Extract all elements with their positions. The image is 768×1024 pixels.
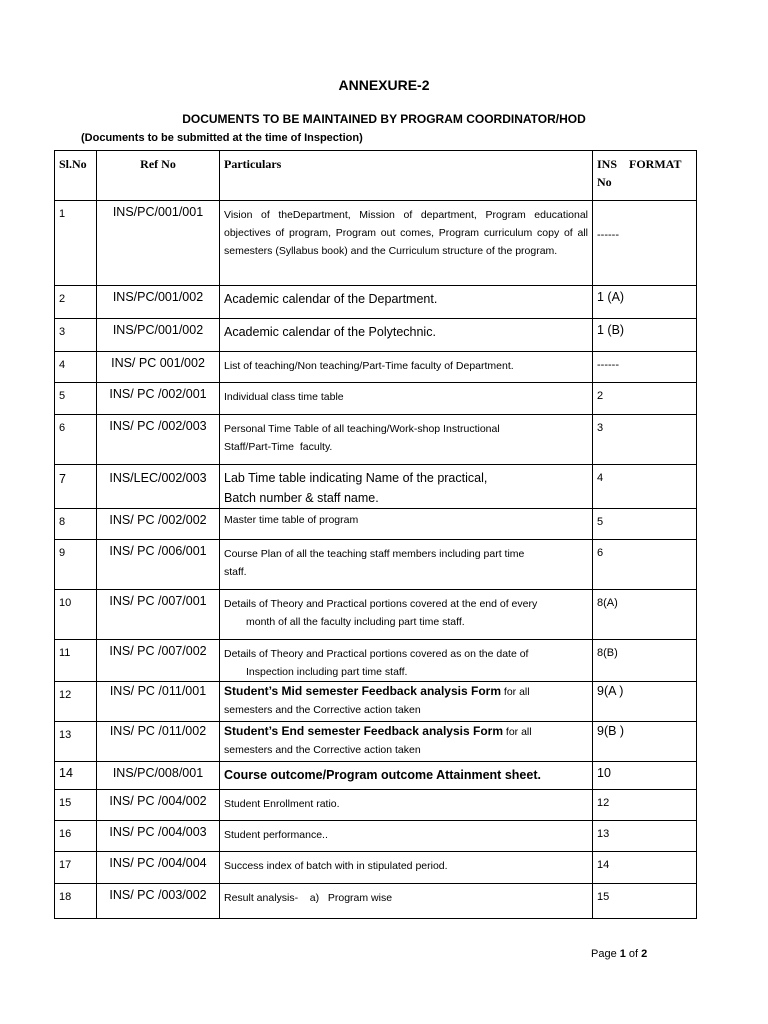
- header-format-line1: INS FORMAT: [597, 157, 682, 171]
- row-format: 9(A ): [593, 682, 697, 722]
- row-particulars-rest: for all: [503, 726, 532, 738]
- table-row: [55, 319, 697, 352]
- table-row: [55, 762, 697, 790]
- row-particulars: Success index of batch with in stipulated period.: [220, 852, 593, 884]
- row-particulars-line1: Course Plan of all the teaching staff members including part time: [224, 548, 525, 560]
- row-ref: INS/ PC /003/002: [97, 884, 220, 919]
- row-ref: INS/ PC /006/001: [97, 540, 220, 590]
- row-format: 9(B ): [593, 722, 697, 762]
- row-sl: 18: [55, 884, 97, 919]
- row-particulars: [220, 590, 593, 640]
- row-particulars-line2: semesters and the Corrective action taken: [224, 744, 421, 756]
- header-format-no: [593, 151, 697, 201]
- row-format: 13: [593, 821, 697, 852]
- table-row: [55, 590, 697, 640]
- row-ref: INS/ PC /004/004: [97, 852, 220, 884]
- table-row: [55, 415, 697, 465]
- row-format: 8(A): [593, 590, 697, 640]
- page-number-prefix: Page: [591, 948, 620, 960]
- row-sl: 9: [55, 540, 97, 590]
- row-particulars: [220, 465, 593, 509]
- header-format-line2: No: [597, 175, 612, 189]
- row-format: 3: [593, 415, 697, 465]
- row-format: 14: [593, 852, 697, 884]
- row-sl: 12: [55, 682, 97, 722]
- row-sl: 1: [55, 201, 97, 286]
- documents-table: [54, 150, 697, 919]
- table-row: [55, 722, 697, 762]
- row-particulars-rest: for all: [500, 686, 530, 698]
- row-particulars-line2: Staff/Part-Time faculty.: [224, 441, 333, 453]
- table-row: [55, 465, 697, 509]
- row-particulars-line1: Lab Time table indicating Name of the practical,: [224, 471, 488, 485]
- row-sl: 5: [55, 383, 97, 415]
- row-particulars: Academic calendar of the Polytechnic.: [220, 319, 593, 352]
- row-particulars: [220, 540, 593, 590]
- table-row: [55, 509, 697, 540]
- table-row: [55, 286, 697, 319]
- row-format: 4: [593, 465, 697, 509]
- row-particulars-line2: month of all the faculty including part time staff.: [246, 616, 465, 628]
- row-particulars: Course outcome/Program outcome Attainment sheet.: [220, 762, 593, 790]
- row-sl: 10: [55, 590, 97, 640]
- row-ref: INS/ PC /002/002: [97, 509, 220, 540]
- page-number: [591, 948, 647, 960]
- row-particulars: [220, 682, 593, 722]
- row-ref: INS/PC/001/002: [97, 319, 220, 352]
- row-particulars-line2: Inspection including part time staff.: [246, 666, 408, 678]
- page-number-of: of: [625, 948, 642, 960]
- table-row: [55, 821, 697, 852]
- row-ref: INS/ PC /011/002: [97, 722, 220, 762]
- inspection-note: (Documents to be submitted at the time of Inspection): [81, 132, 363, 144]
- row-ref: INS/PC/001/001: [97, 201, 220, 286]
- row-particulars-bold: Student’s Mid semester Feedback analysis Form: [224, 684, 501, 698]
- row-format: 1 (B): [593, 319, 697, 352]
- row-particulars: Student performance..: [220, 821, 593, 852]
- row-sl: 17: [55, 852, 97, 884]
- table-row: [55, 201, 697, 286]
- row-particulars-line1: Personal Time Table of all teaching/Work-shop Instructional: [224, 423, 500, 435]
- row-ref: INS/ PC /002/003: [97, 415, 220, 465]
- row-ref: INS/ PC /004/002: [97, 790, 220, 821]
- row-sl: 14: [55, 762, 97, 790]
- row-sl: 11: [55, 640, 97, 682]
- table-row: [55, 682, 697, 722]
- row-sl: 7: [55, 465, 97, 509]
- row-particulars: Individual class time table: [220, 383, 593, 415]
- row-particulars: Result analysis- a) Program wise: [220, 884, 593, 919]
- row-ref: INS/ PC /011/001: [97, 682, 220, 722]
- row-particulars-line2: semesters and the Corrective action taken: [224, 704, 421, 716]
- row-sl: 16: [55, 821, 97, 852]
- table-row: [55, 383, 697, 415]
- row-ref: INS/LEC/002/003: [97, 465, 220, 509]
- row-format: 1 (A): [593, 286, 697, 319]
- row-particulars-line1: Details of Theory and Practical portions covered as on the date of: [224, 648, 529, 660]
- row-ref: INS/ PC /007/001: [97, 590, 220, 640]
- row-sl: 3: [55, 319, 97, 352]
- row-ref: INS/PC/001/002: [97, 286, 220, 319]
- row-particulars: [220, 640, 593, 682]
- row-particulars: Academic calendar of the Department.: [220, 286, 593, 319]
- table-row: [55, 352, 697, 383]
- row-particulars: [220, 415, 593, 465]
- row-particulars: Vision of theDepartment, Mission of department, Program educational objectives of program, Program out comes, Program curriculum copy of all semesters (Syllabus book) and the Curriculum structure of the program.: [220, 201, 593, 286]
- header-ref-no: Ref No: [97, 151, 220, 201]
- row-format: 5: [593, 509, 697, 540]
- page-title: ANNEXURE-2: [338, 77, 430, 93]
- table-header-row: [55, 151, 697, 201]
- row-sl: 8: [55, 509, 97, 540]
- row-sl: 4: [55, 352, 97, 383]
- row-ref: INS/ PC /004/003: [97, 821, 220, 852]
- document-subtitle: DOCUMENTS TO BE MAINTAINED BY PROGRAM COORDINATOR/HOD: [182, 112, 586, 126]
- row-sl: 13: [55, 722, 97, 762]
- row-particulars: Master time table of program: [220, 509, 593, 540]
- row-particulars-line2: staff.: [224, 566, 247, 578]
- page-number-total: 2: [641, 948, 648, 960]
- table-row: [55, 640, 697, 682]
- row-particulars: List of teaching/Non teaching/Part-Time faculty of Department.: [220, 352, 593, 383]
- table-row: [55, 884, 697, 919]
- row-format: 8(B): [593, 640, 697, 682]
- row-particulars: Student Enrollment ratio.: [220, 790, 593, 821]
- row-ref: INS/ PC 001/002: [97, 352, 220, 383]
- row-particulars-line2: Batch number & staff name.: [224, 491, 379, 505]
- row-format: ------: [593, 352, 697, 383]
- row-sl: 2: [55, 286, 97, 319]
- table-row: [55, 790, 697, 821]
- row-format: 10: [593, 762, 697, 790]
- row-particulars: [220, 722, 593, 762]
- row-particulars-line1: Details of Theory and Practical portions covered at the end of every: [224, 598, 538, 610]
- row-format: 12: [593, 790, 697, 821]
- header-particulars: Particulars: [220, 151, 593, 201]
- row-ref: INS/ PC /007/002: [97, 640, 220, 682]
- row-sl: 6: [55, 415, 97, 465]
- row-format: 6: [593, 540, 697, 590]
- row-format: 15: [593, 884, 697, 919]
- table-row: [55, 852, 697, 884]
- row-format: 2: [593, 383, 697, 415]
- row-sl: 15: [55, 790, 97, 821]
- row-ref: INS/PC/008/001: [97, 762, 220, 790]
- table-row: [55, 540, 697, 590]
- row-format: ------: [593, 201, 697, 286]
- page-number-current: 1: [619, 948, 626, 960]
- header-sl-no: Sl.No: [55, 151, 97, 201]
- row-particulars-bold: Student’s End semester Feedback analysis Form: [224, 724, 503, 738]
- row-ref: INS/ PC /002/001: [97, 383, 220, 415]
